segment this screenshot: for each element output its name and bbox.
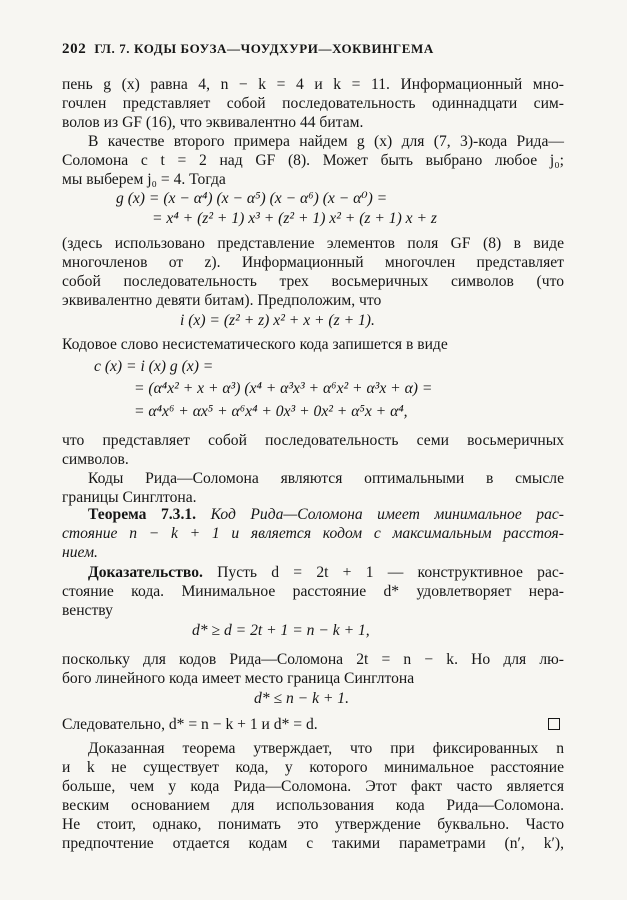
- equation: i (x) = (z² + z) x² + x + (z + 1).: [180, 312, 375, 329]
- text-line: Следовательно, d* = n − k + 1 и d* = d.: [62, 716, 318, 733]
- equation: g (x) = (x − α⁴) (x − α⁵) (x − α⁶) (x − α⁰) =: [116, 190, 388, 207]
- text-line: предпочтение отдается кодам с такими параметрами (n′, k′),: [62, 835, 564, 852]
- equation: c (x) = i (x) g (x) =: [94, 358, 214, 375]
- theorem-label: Теорема 7.3.1.: [88, 506, 197, 523]
- text-line: Не стоит, однако, понимать это утверждение буквально. Часто: [62, 816, 564, 833]
- text-line: эквивалентно девяти битам). Предположим, что: [62, 292, 382, 309]
- text-line: что представляет собой последовательность семи восьмеричных: [62, 432, 564, 449]
- proof-text: Пусть d = 2t + 1 — конструктивное рас-: [217, 564, 564, 581]
- theorem-text: Код Рида—Соломона имеет минимальное рас-: [210, 506, 564, 523]
- chapter-title: ГЛ. 7. КОДЫ БОУЗА—ЧОУДХУРИ—ХОКВИНГЕМА: [94, 41, 434, 56]
- text-line: символов.: [62, 451, 129, 468]
- equation: d* ≤ n − k + 1.: [254, 690, 350, 707]
- equation: = x⁴ + (z² + 1) x³ + (z² + 1) x² + (z + 1) x + z: [152, 210, 437, 227]
- text-line: Доказанная теорема утверждает, что при фиксированных n: [88, 740, 564, 757]
- text-line: и k не существует кода, у которого минимальное расстояние: [62, 759, 564, 776]
- text-line: мы выберем j₀ = 4. Тогда: [62, 171, 226, 188]
- page-number: 202: [62, 41, 87, 57]
- theorem-text: нием.: [62, 544, 98, 561]
- text-line: многочленов от z). Информационный многочлен представляет: [62, 254, 564, 271]
- text-line: стояние кода. Минимальное расстояние d* удовлетворяет нера-: [62, 583, 564, 600]
- text-line: Кодовое слово несистематического кода запишется в виде: [62, 336, 448, 353]
- text-line: волов из GF (16), что эквивалентно 44 битам.: [62, 114, 364, 131]
- running-header: [62, 40, 564, 58]
- equation: d* ≥ d = 2t + 1 = n − k + 1,: [192, 622, 370, 639]
- text-line: пень g (x) равна 4, n − k = 4 и k = 11. Информационный мно-: [62, 76, 564, 93]
- text-line: В качестве второго примера найдем g (x) для (7, 3)-кода Рида—: [88, 133, 564, 150]
- text-line: больше, чем у кода Рида—Соломона. Этот факт часто является: [62, 778, 564, 795]
- text-line: гочлен представляет собой последовательность одиннадцати сим-: [62, 95, 564, 112]
- qed-square: [548, 718, 560, 730]
- proof-label: Доказательство.: [88, 564, 203, 581]
- text-line: поскольку для кодов Рида—Соломона 2t = n − k. Но для лю-: [62, 651, 564, 668]
- proof-line: [88, 564, 564, 582]
- text-line: веским основанием для использования кода Рида—Соломона.: [62, 797, 564, 814]
- theorem-line: [88, 506, 564, 524]
- text-line: Соломона с t = 2 над GF (8). Может быть выбрано любое j₀;: [62, 152, 564, 169]
- text-line: (здесь использовано представление элементов поля GF (8) в виде: [62, 235, 564, 252]
- text-line: венству: [62, 602, 113, 619]
- text-line: границы Синглтона.: [62, 489, 197, 506]
- text-line: Коды Рида—Соломона являются оптимальными в смысле: [88, 470, 564, 487]
- equation: = (α⁴x² + x + α³) (x⁴ + α³x³ + α⁶x² + α³x + α) =: [134, 380, 433, 397]
- text-line: собой последовательность трех восьмеричных символов (что: [62, 273, 564, 290]
- equation: = α⁴x⁶ + αx⁵ + α⁶x⁴ + 0x³ + 0x² + α⁵x + α⁴,: [134, 403, 408, 420]
- text-line: бого линейного кода имеет место граница Синглтона: [62, 670, 415, 687]
- theorem-text: стояние n − k + 1 и является кодом с максимальным расстоя-: [62, 525, 564, 542]
